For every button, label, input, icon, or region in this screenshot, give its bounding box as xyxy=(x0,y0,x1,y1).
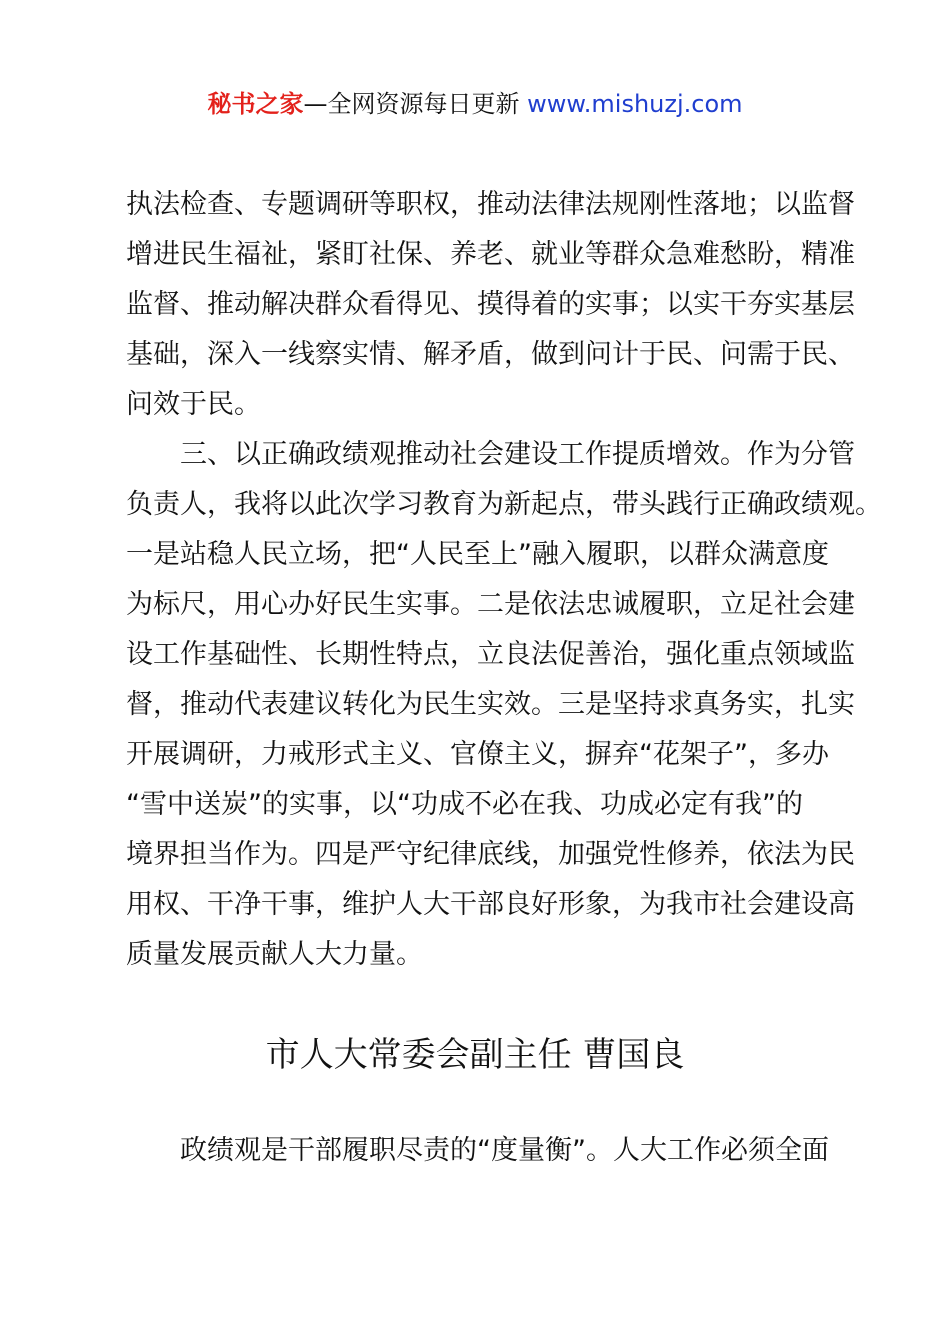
page-header xyxy=(0,86,950,122)
text-line: 政绩观是干部履职尽责的“度量衡”。人大工作必须全面 xyxy=(180,1135,829,1166)
text-line: 质量发展贡献人大力量。 xyxy=(126,939,423,970)
text-line: 用权、干净干事，维护人大干部良好形象，为我市社会建设高 xyxy=(126,889,855,920)
text-line: 执法检查、专题调研等职权，推动法律法规刚性落地；以监督 xyxy=(126,189,855,220)
paragraph-section-three xyxy=(126,430,882,980)
text-line: 基础，深入一线察实情、解矛盾，做到问计于民、问需于民、 xyxy=(126,339,855,370)
text-line: 境界担当作为。四是严守纪律底线，加强党性修养，依法为民 xyxy=(126,839,855,870)
text-line: 设工作基础性、长期性特点，立良法促善治，强化重点领域监 xyxy=(126,639,855,670)
paragraph-next-speaker xyxy=(126,1126,836,1176)
text-line: 监督、推动解决群众看得见、摸得着的实事；以实干夯实基层 xyxy=(126,289,855,320)
brand-name: 秘书之家 xyxy=(207,90,304,118)
paragraph-continuation xyxy=(126,180,855,430)
text-line: “雪中送炭”的实事，以“功成不必在我、功成必定有我”的 xyxy=(126,789,803,820)
text-line: 督，推动代表建议转化为民生实效。三是坚持求真务实，扎实 xyxy=(126,689,855,720)
header-tagline: —全网资源每日更新 xyxy=(303,90,528,118)
text-line: 一是站稳人民立场，把“人民至上”融入履职，以群众满意度 xyxy=(126,539,829,570)
website-link[interactable]: www.mishuzj.com xyxy=(527,90,743,118)
text-line: 开展调研，力戒形式主义、官僚主义，摒弃“花架子”，多办 xyxy=(126,739,829,770)
text-line: 增进民生福祉，紧盯社保、养老、就业等群众急难愁盼，精准 xyxy=(126,239,855,270)
text-line: 问效于民。 xyxy=(126,389,261,420)
text-line: 为标尺，用心办好民生实事。二是依法忠诚履职，立足社会建 xyxy=(126,589,855,620)
text-line: 负责人，我将以此次学习教育为新起点，带头践行正确政绩观。 xyxy=(126,489,882,520)
text-line: 三、以正确政绩观推动社会建设工作提质增效。作为分管 xyxy=(180,439,855,470)
section-title: 市人大常委会副主任 曹国良 xyxy=(265,1035,685,1075)
